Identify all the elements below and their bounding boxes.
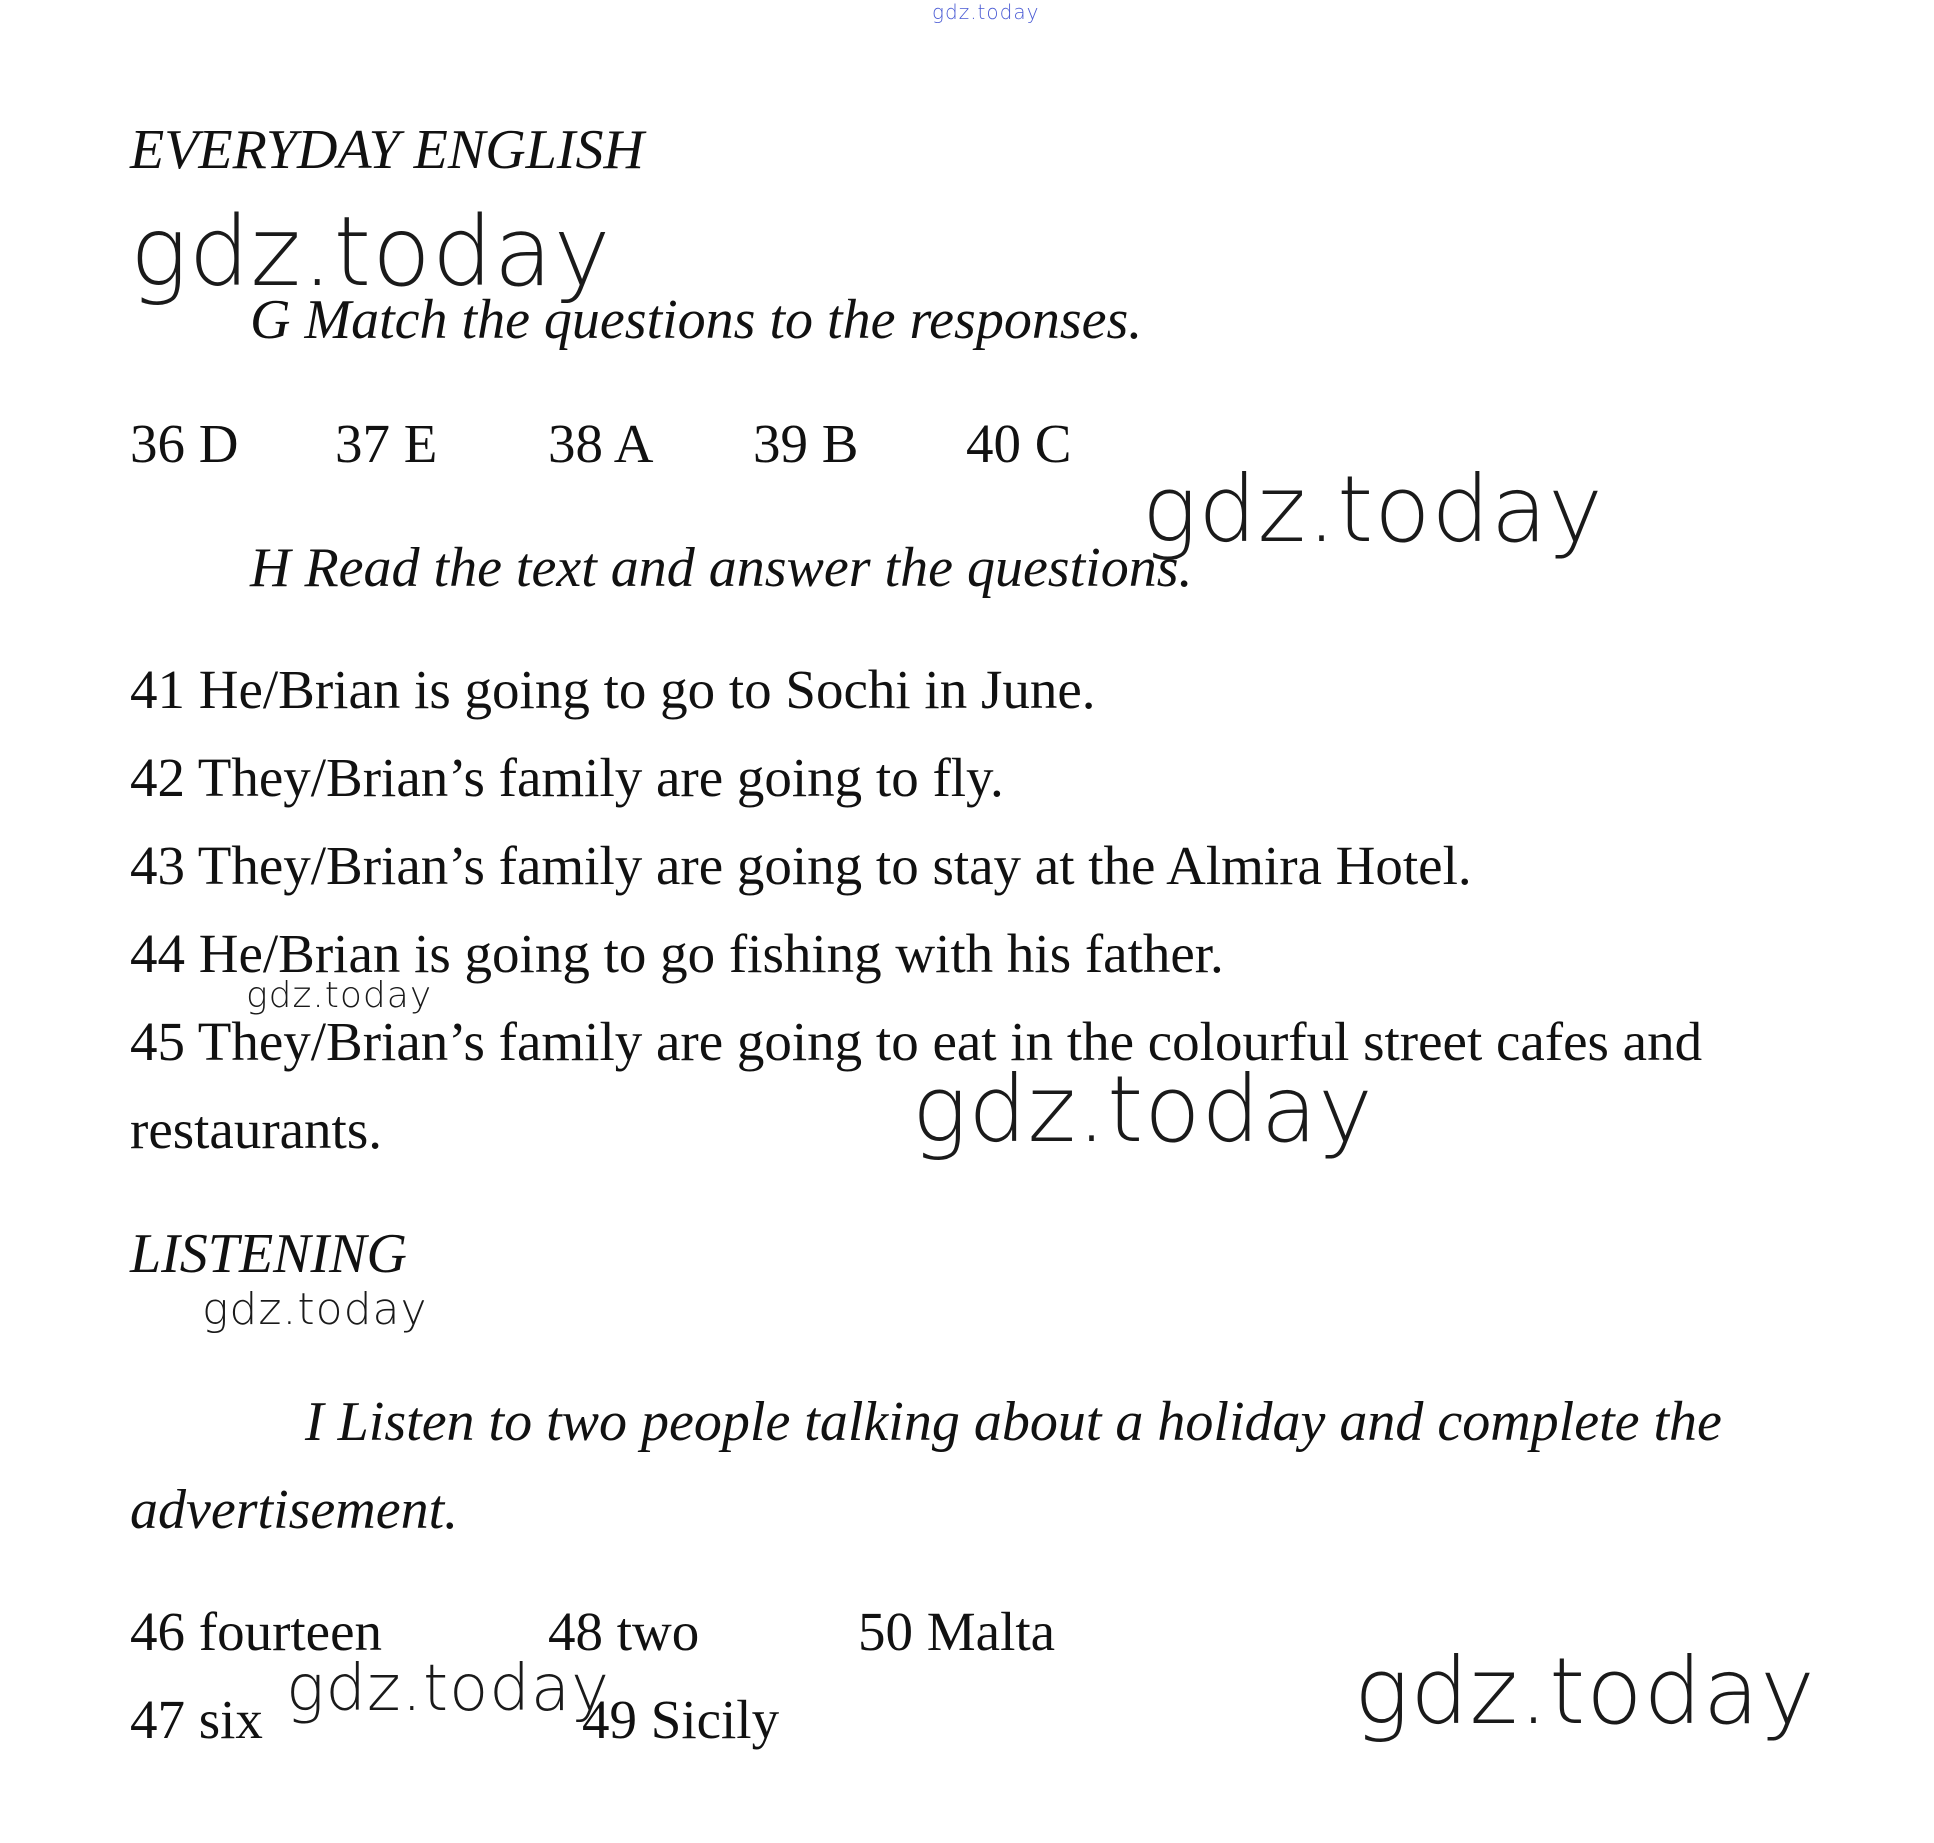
section-title-listening: LISTENING [130,1223,407,1285]
answer-47: 47 six [130,1689,263,1750]
answer-46: 46 fourteen [130,1601,382,1662]
watermark: gdz.today [912,1056,1374,1163]
answer-45-continued: restaurants. [130,1099,382,1160]
answer-48: 48 two [548,1601,700,1662]
watermark: gdz.today [246,975,433,1016]
task-g-instruction: G Match the questions to the responses. [250,289,1143,351]
watermark: gdz.today [1142,456,1604,563]
answer-44: 44 He/Brian is going to go fishing with his father. [130,923,1224,984]
section-title-everyday-english: EVERYDAY ENGLISH [130,119,644,181]
answer-45: 45 They/Brian’s family are going to eat in the colourful street cafes and [130,1011,1703,1072]
task-i-instruction: I Listen to two people talking about a holiday and complete the [305,1391,1722,1453]
watermark-top: gdz.today [932,0,1040,24]
answer-41: 41 He/Brian is going to go to Sochi in June. [130,659,1096,720]
answer-40: 40 C [966,413,1072,474]
answer-36: 36 D [130,413,239,474]
watermark: gdz.today [202,1284,428,1335]
answer-39: 39 B [753,413,859,474]
watermark: gdz.today [130,196,612,308]
answer-50: 50 Malta [858,1601,1056,1662]
answer-38: 38 A [548,413,654,474]
answer-42: 42 They/Brian’s family are going to fly. [130,747,1004,808]
answer-43: 43 They/Brian’s family are going to stay at the Almira Hotel. [130,835,1472,896]
watermark: gdz.today [1354,1638,1816,1745]
answer-49: 49 Sicily [582,1689,780,1750]
watermark: gdz.today [286,1652,610,1726]
task-h-instruction: H Read the text and answer the questions. [250,537,1193,599]
task-i-instruction-continued: advertisement. [130,1479,459,1541]
answer-37: 37 E [335,413,438,474]
